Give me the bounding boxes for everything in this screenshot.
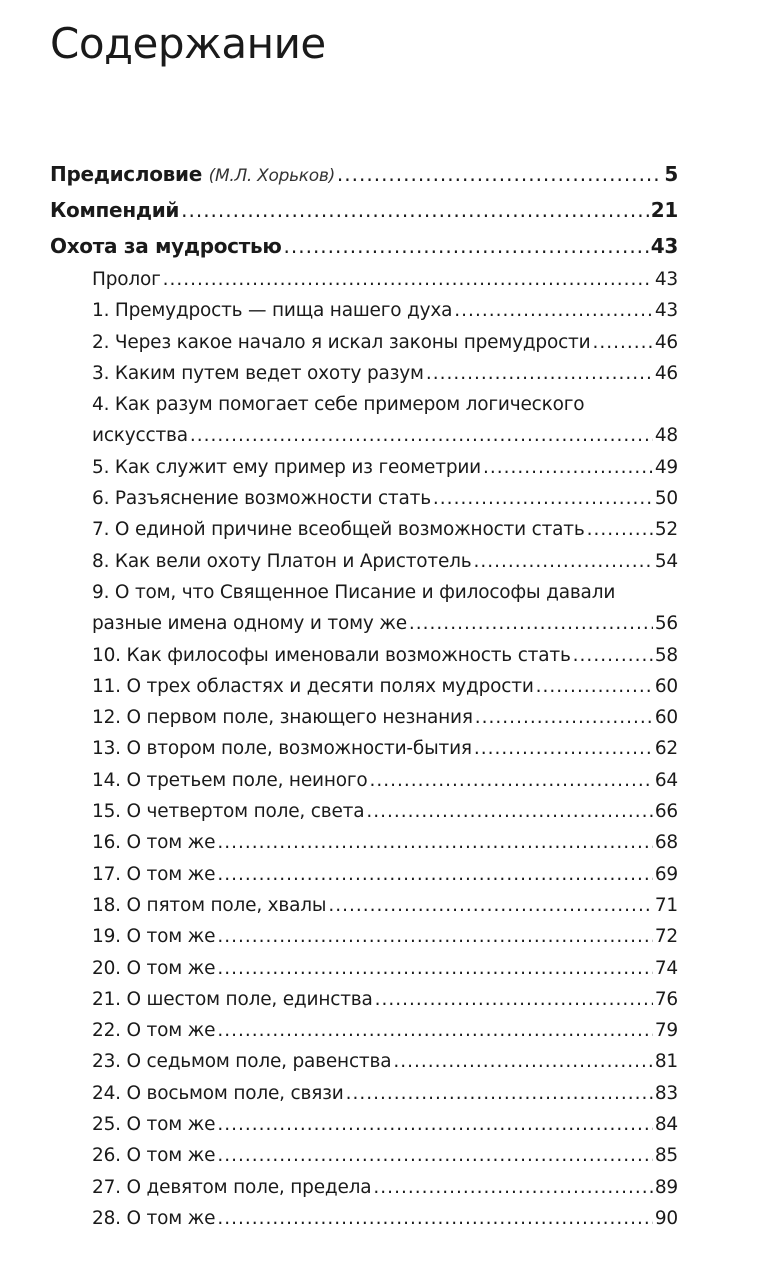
toc-entry-title: 13. О втором поле, возможности-бытия: [92, 738, 472, 760]
toc-chapter-entry[interactable]: [50, 1078, 678, 1109]
dot-leader: [217, 859, 653, 890]
toc-entry-title-line1: 4. Как разум помогает себе примером логического: [92, 394, 585, 416]
toc-entry-title: 12. О первом поле, знающего незнания: [92, 707, 473, 729]
toc-entry-page: 89: [654, 1176, 678, 1198]
toc-chapter-entry[interactable]: [50, 483, 678, 514]
toc-chapter-entry[interactable]: [50, 389, 678, 452]
toc-entry-title: 8. Как вели охоту Платон и Аристотель: [92, 550, 472, 572]
toc-chapter-entry[interactable]: [50, 953, 678, 984]
dot-leader: [473, 546, 652, 577]
toc-entry-page: 52: [654, 519, 678, 541]
dot-leader: [217, 1109, 653, 1140]
dot-leader: [366, 796, 653, 827]
toc-entry-title: 7. О единой причине всеобщей возможности стать: [92, 519, 585, 541]
toc-entry-title: 14. О третьем поле, неиного: [92, 769, 368, 791]
toc-entry-page: 90: [654, 1207, 678, 1229]
toc-entry-page: 50: [654, 488, 678, 510]
toc-entry-title: Предисловие: [50, 162, 202, 186]
toc-entry-page: 5: [664, 162, 678, 186]
page-title: Содержание: [50, 19, 326, 68]
toc-chapter-entry[interactable]: [50, 327, 678, 358]
toc-entry-title: 11. О трех областях и десяти полях мудрости: [92, 675, 534, 697]
toc-entry-page: 84: [654, 1114, 678, 1136]
toc-entry-title: 5. Как служит ему пример из геометрии: [92, 456, 482, 478]
toc-entry-title-line1: 9. О том, что Священное Писание и философы давали: [92, 581, 616, 603]
dot-leader: [163, 264, 653, 295]
toc-entry-title: 19. О том же: [92, 926, 216, 948]
toc-entry-title: 26. О том же: [92, 1145, 216, 1167]
dot-leader: [536, 671, 653, 702]
toc-entry-title: Компендий: [50, 198, 180, 222]
toc-entry-title: 3. Каким путем ведет охоту разум: [92, 362, 424, 384]
toc-entry-page: 43: [654, 269, 678, 290]
toc-entry-hunt-for-wisdom[interactable]: [50, 228, 678, 264]
dot-leader: [328, 890, 653, 921]
toc-chapter-entry[interactable]: [50, 890, 678, 921]
toc-entry-title-line2: разные имена одному и тому же: [92, 613, 407, 635]
toc-entry-page: 79: [654, 1020, 678, 1042]
toc-entry-page: 66: [654, 801, 678, 823]
dot-leader: [217, 921, 653, 952]
dot-leader: [369, 765, 652, 796]
toc-chapter-entry[interactable]: [50, 671, 678, 702]
toc-entry-title: 18. О пятом поле, хвалы: [92, 894, 327, 916]
toc-entry-title: 27. О девятом поле, предела: [92, 1176, 372, 1198]
dot-leader: [409, 608, 653, 639]
toc-entry-title: 22. О том же: [92, 1020, 216, 1042]
toc-entry-page: 60: [654, 707, 678, 729]
dot-leader: [217, 1203, 653, 1234]
toc-entry-title: 16. О том же: [92, 832, 216, 854]
toc-chapter-entry[interactable]: [50, 827, 678, 858]
dot-leader: [190, 420, 653, 451]
toc-entry-page: 46: [654, 331, 678, 353]
dot-leader: [284, 228, 649, 264]
toc-entry-title: 24. О восьмом поле, связи: [92, 1082, 344, 1104]
toc-chapter-entry[interactable]: [50, 765, 678, 796]
toc-entry-title: 28. О том же: [92, 1207, 216, 1229]
toc-chapter-entry[interactable]: [50, 1015, 678, 1046]
dot-leader: [346, 1078, 653, 1109]
toc-entry-title: 21. О шестом поле, единства: [92, 988, 373, 1010]
toc-chapter-entry[interactable]: [50, 921, 678, 952]
toc-entry-page: 69: [654, 863, 678, 885]
toc-entry-page: 43: [654, 300, 678, 322]
toc-chapter-entry[interactable]: [50, 1172, 678, 1203]
toc-chapter-entry[interactable]: [50, 577, 678, 640]
toc-chapter-entry[interactable]: [50, 546, 678, 577]
chapter-list: [50, 264, 678, 1234]
toc-entry-page: 58: [654, 644, 678, 666]
toc-entry-compendium[interactable]: [50, 192, 678, 228]
dot-leader: [587, 514, 653, 545]
toc-entry-title: 25. О том же: [92, 1114, 216, 1136]
toc-entry-page: 76: [654, 988, 678, 1010]
toc-chapter-entry[interactable]: [50, 984, 678, 1015]
toc-chapter-entry[interactable]: [50, 1203, 678, 1234]
toc-entry-page: 49: [654, 456, 678, 478]
toc-entry-title: 17. О том же: [92, 863, 216, 885]
dot-leader: [373, 1172, 652, 1203]
toc-entry-title: 6. Разъяснение возможности стать: [92, 488, 431, 510]
toc-entry-page: 74: [654, 957, 678, 979]
toc-entry-page: 64: [654, 769, 678, 791]
toc-chapter-entry[interactable]: [50, 796, 678, 827]
toc-chapter-entry[interactable]: [50, 1140, 678, 1171]
toc-entry-page: 46: [654, 362, 678, 384]
toc-entry-title: 15. О четвертом поле, света: [92, 801, 365, 823]
dot-leader: [375, 984, 653, 1015]
toc-entry-page: 54: [654, 550, 678, 572]
toc-chapter-entry[interactable]: [50, 859, 678, 890]
toc-entry-preface[interactable]: [50, 156, 678, 192]
toc-entry-page: 43: [650, 234, 678, 258]
toc-entry-page: 62: [654, 738, 678, 760]
dot-leader: [181, 192, 649, 228]
toc-entry-page: 83: [654, 1082, 678, 1104]
toc-entry-title: 2. Через какое начало я искал законы премудрости: [92, 331, 591, 353]
toc-entry-page: 56: [654, 613, 678, 635]
dot-leader: [454, 295, 653, 326]
toc-entry-page: 85: [654, 1145, 678, 1167]
toc-entry-page: 21: [650, 198, 678, 222]
dot-leader: [426, 358, 653, 389]
table-of-contents: [50, 156, 678, 1234]
toc-entry-author: (М.Л. Хорьков): [208, 166, 335, 186]
dot-leader: [474, 733, 653, 764]
toc-entry-title: 1. Премудрость — пища нашего духа: [92, 300, 453, 322]
toc-entry-title: Пролог: [92, 269, 161, 290]
toc-entry-page: 60: [654, 675, 678, 697]
toc-chapter-entry[interactable]: [50, 1109, 678, 1140]
toc-entry-title: 10. Как философы именовали возможность стать: [92, 644, 571, 666]
dot-leader: [475, 702, 653, 733]
toc-entry-page: 68: [654, 832, 678, 854]
toc-chapter-entry[interactable]: [50, 733, 678, 764]
dot-leader: [483, 452, 653, 483]
dot-leader: [393, 1046, 653, 1077]
toc-entry-title: 23. О седьмом поле, равенства: [92, 1051, 392, 1073]
toc-chapter-entry[interactable]: [50, 514, 678, 545]
dot-leader: [337, 156, 662, 192]
toc-entry-title: Охота за мудростью: [50, 234, 282, 258]
toc-chapter-entry[interactable]: [50, 640, 678, 671]
toc-entry-page: 81: [654, 1051, 678, 1073]
toc-chapter-entry[interactable]: [50, 702, 678, 733]
toc-entry-page: 72: [654, 926, 678, 948]
toc-chapter-entry[interactable]: [50, 295, 678, 326]
dot-leader: [217, 827, 653, 858]
dot-leader: [592, 327, 652, 358]
toc-entry-page: 48: [654, 425, 678, 447]
dot-leader: [217, 1140, 653, 1171]
toc-chapter-entry[interactable]: [50, 1046, 678, 1077]
dot-leader: [217, 953, 653, 984]
dot-leader: [433, 483, 653, 514]
dot-leader: [573, 640, 653, 671]
toc-entry-page: 71: [654, 894, 678, 916]
toc-chapter-entry[interactable]: [50, 358, 678, 389]
toc-chapter-entry[interactable]: [50, 264, 678, 295]
toc-entry-title: 20. О том же: [92, 957, 216, 979]
toc-entry-title-line2: искусства: [92, 425, 188, 447]
dot-leader: [217, 1015, 653, 1046]
toc-chapter-entry[interactable]: [50, 452, 678, 483]
